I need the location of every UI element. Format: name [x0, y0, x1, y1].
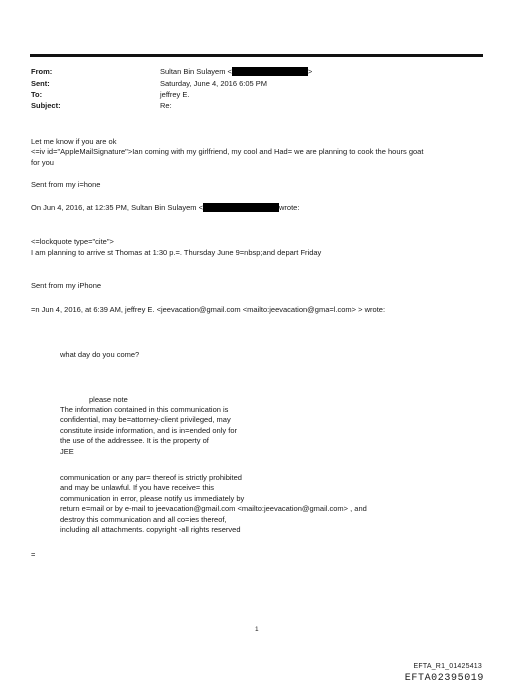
equals-mark: = — [31, 550, 36, 559]
from-value — [160, 67, 312, 77]
notice-line: The information contained in this communication is — [60, 405, 229, 414]
arrival-line: I am planning to arrive st Thomas at 1:30 p.=. Thursday June 9=nbsp;and depart Friday — [31, 248, 322, 257]
body-line-1: Let me know if you are ok — [31, 137, 117, 146]
legal-line: communication or any par= thereof is strictly prohibited — [60, 473, 242, 482]
notice-block — [60, 405, 237, 457]
notice-line: JEE — [60, 446, 74, 456]
blockquote-tag: <=lockquote type="cite"> — [31, 237, 114, 246]
on-wrote-line-1 — [31, 203, 299, 213]
subject-label: Subject: — [31, 101, 61, 110]
redaction-box — [203, 203, 279, 212]
body-line-3: for you — [31, 158, 54, 167]
top-rule — [30, 54, 483, 57]
body-line-2: <=iv id="AppleMailSignature">Ian coming with my girlfriend, my cool and Had= we are planning to cook the hours goat — [31, 147, 424, 156]
sent-from-iphone-2: Sent from my iPhone — [31, 281, 102, 290]
notice-line: the use of the addressee. It is the property of — [60, 436, 209, 446]
bates-number-1: EFTA_R1_01425413 — [413, 663, 482, 670]
to-label: To: — [31, 90, 43, 99]
redaction-box — [232, 67, 308, 76]
page-number: 1 — [255, 626, 259, 633]
legal-line: destroy this communication and all co=ies thereof, — [60, 514, 227, 524]
subject-value: Re: — [160, 101, 172, 110]
on-wrote-suffix: wrote: — [278, 203, 300, 212]
from-label: From: — [31, 67, 53, 76]
sent-from-iphone-1: Sent from my i=hone — [31, 180, 101, 189]
legal-line: including all attachments. copyright -all rights reserved — [60, 525, 241, 535]
bates-number-2: EFTA02395019 — [404, 673, 484, 684]
notice-line: confidential, may be=attorney-client privileged, may — [60, 415, 231, 425]
legal-line: and may be unlawful. If you have receive= this — [60, 483, 215, 493]
on-wrote-line-2: =n Jun 4, 2016, at 6:39 AM, jeffrey E. <jeevacation@gmail.com <mailto:jeevacation@gma=l.com> > wrote: — [31, 305, 386, 314]
legal-block — [60, 473, 367, 535]
notice-line: constitute inside information, and is in=ended only for — [60, 425, 237, 435]
legal-line: communication in error, please notify us immediately by — [60, 493, 245, 503]
sent-value: Saturday, June 4, 2016 6:05 PM — [160, 79, 268, 88]
sent-label: Sent: — [31, 79, 50, 88]
legal-line: return e=mail or by e-mail to jeevacation@gmail.com <mailto:jeevacation@gmail.com> , and — [60, 504, 367, 514]
from-tail: > — [307, 67, 313, 76]
question-line: what day do you come? — [60, 350, 140, 359]
please-note: please note — [89, 395, 128, 404]
to-value: jeffrey E. — [160, 90, 190, 99]
from-name: Sultan Bin Sulayem < — [160, 67, 232, 76]
on-wrote-prefix: On Jun 4, 2016, at 12:35 PM, Sultan Bin Sulayem < — [31, 203, 203, 212]
